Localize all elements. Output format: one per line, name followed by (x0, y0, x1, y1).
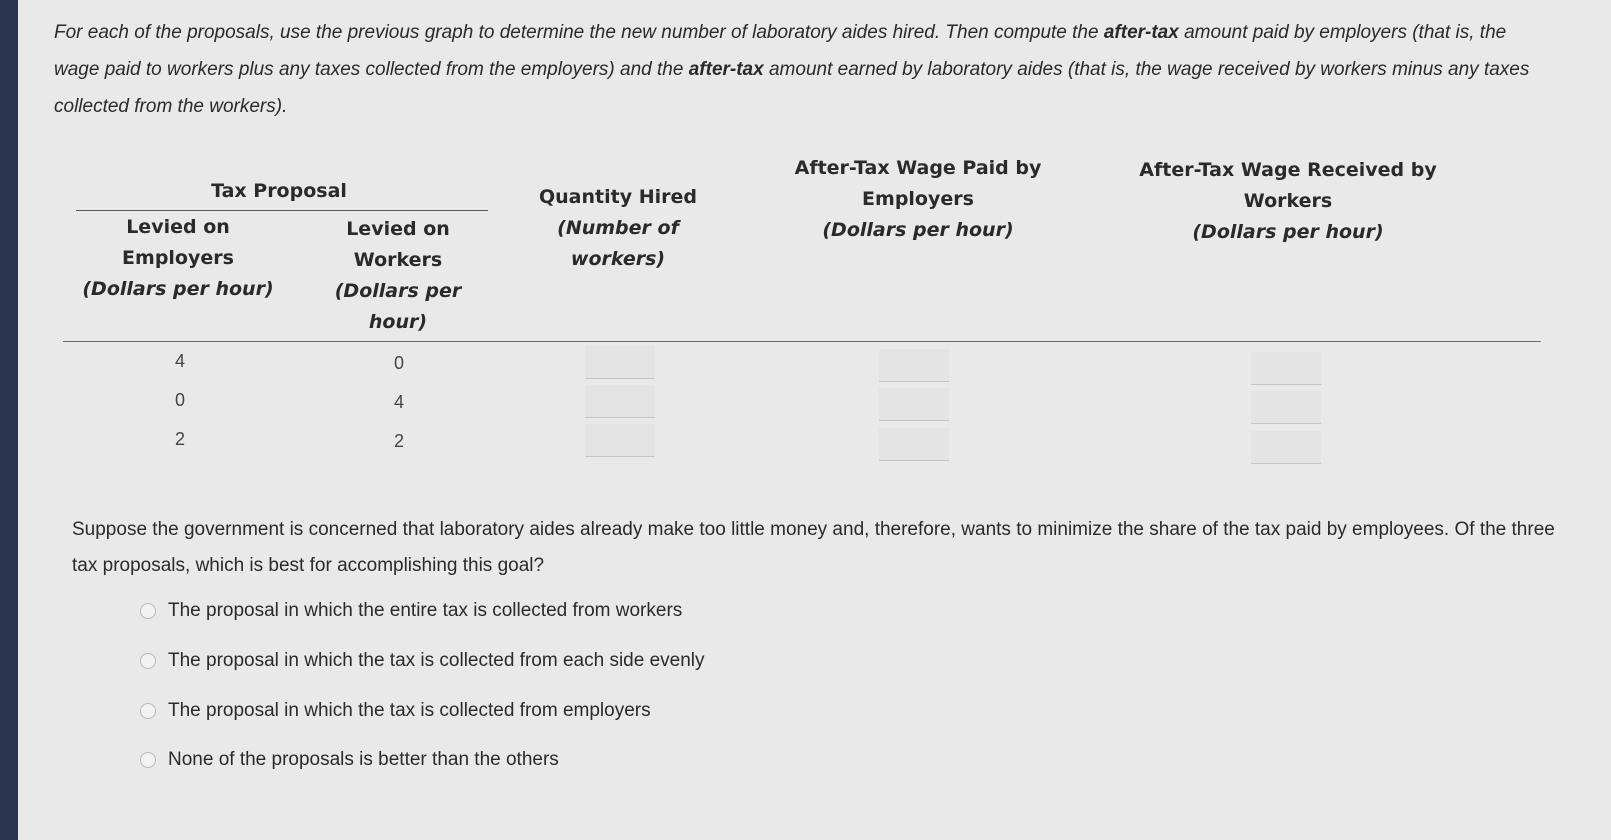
row2-employers-tax: 0 (174, 390, 185, 410)
quantity-hired-unit2: workers) (570, 248, 666, 270)
row2-wage-received-input[interactable] (1251, 391, 1321, 424)
option-label: None of the proposals is better than the others (168, 749, 559, 770)
row1-employers-tax: 4 (174, 351, 185, 371)
levied-employers-title2: Employers (122, 247, 234, 269)
instructions-bold-2: after-tax (688, 59, 764, 80)
wage-paid-title2: Employers (862, 188, 974, 210)
radio-button[interactable] (140, 752, 156, 768)
option-label: The proposal in which the tax is collected from each side evenly (168, 650, 705, 671)
option-employers[interactable] (140, 700, 651, 722)
wage-paid-header (783, 153, 1053, 246)
row1-wage-received-input[interactable] (1251, 352, 1321, 385)
question-text: Suppose the government is concerned that laboratory aides already make too little money and, therefore, wants to minimize the share of the tax paid by employees. Of the three tax proposals, which is best for accomplishing this goal? (72, 519, 1555, 576)
row3-wage-paid-input[interactable] (879, 428, 949, 461)
instructions-bold-1: after-tax (1103, 22, 1179, 43)
row2-workers-tax: 4 (393, 392, 404, 412)
wage-received-title1: After-Tax Wage Received by (1139, 159, 1437, 181)
row1-workers-tax: 0 (393, 353, 404, 373)
row3-quantity-input[interactable] (585, 424, 655, 457)
row1-wage-paid-input[interactable] (879, 349, 949, 382)
levied-workers-title1: Levied on (346, 218, 450, 240)
instructions-text-2: amount paid by employers (that is, the wage paid to workers plus any taxes collected from the employers) and the (54, 22, 1507, 80)
radio-button[interactable] (140, 703, 156, 719)
radio-button[interactable] (140, 653, 156, 669)
wage-received-title2: Workers (1243, 190, 1333, 212)
option-label: The proposal in which the entire tax is collected from workers (168, 600, 683, 621)
levied-workers-header (318, 214, 478, 338)
tax-proposal-header (114, 176, 444, 207)
row1-quantity-input[interactable] (585, 346, 655, 379)
screen (18, 0, 1611, 840)
option-even-split[interactable] (140, 650, 705, 672)
levied-employers-header (68, 212, 288, 305)
quantity-hired-unit1: (Number of (557, 217, 679, 239)
option-none-better[interactable] (140, 749, 559, 771)
levied-employers-title1: Levied on (126, 216, 230, 238)
levied-workers-unit1: (Dollars per (334, 280, 462, 302)
option-label: The proposal in which the tax is collected from employers (168, 700, 651, 721)
row2-quantity-input[interactable] (585, 385, 655, 418)
wage-received-header (1138, 155, 1438, 248)
wage-paid-unit: (Dollars per hour) (822, 219, 1014, 241)
tax-proposal-underline (76, 210, 488, 211)
instructions-text-1: For each of the proposals, use the previous graph to determine the new number of laboratory aides hired. Then compute the (54, 22, 1104, 43)
row3-wage-received-input[interactable] (1251, 431, 1321, 464)
row3-workers-tax: 2 (393, 431, 404, 451)
instructions-text-3: amount earned by laboratory aides (that is, the wage received by workers minus any taxes collected from the workers). (54, 59, 1530, 117)
option-workers[interactable] (140, 600, 682, 622)
instructions-paragraph (54, 14, 1554, 125)
wage-paid-title1: After-Tax Wage Paid by (794, 157, 1042, 179)
levied-employers-unit: (Dollars per hour) (82, 278, 274, 300)
row3-employers-tax: 2 (174, 429, 185, 449)
table-header-rule (63, 341, 1541, 342)
row2-wage-paid-input[interactable] (879, 388, 949, 421)
levied-workers-title2: Workers (353, 249, 443, 271)
wage-received-unit: (Dollars per hour) (1192, 221, 1384, 243)
quantity-hired-header (523, 182, 713, 275)
levied-workers-unit2: hour) (368, 311, 428, 333)
tax-proposal-label: Tax Proposal (211, 180, 347, 202)
radio-button[interactable] (140, 603, 156, 619)
quantity-hired-title: Quantity Hired (539, 186, 697, 208)
